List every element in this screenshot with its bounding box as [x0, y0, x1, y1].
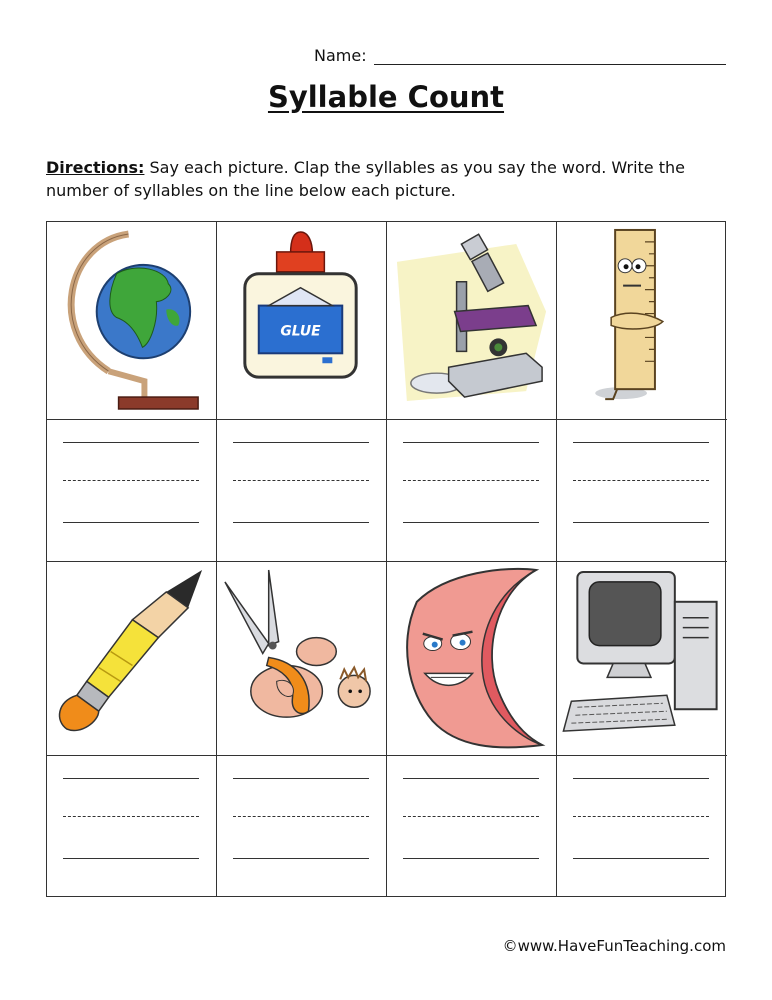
picture-cell-microscope: [387, 222, 557, 420]
answer-line-bottom[interactable]: [63, 858, 199, 859]
pencil-icon: [47, 562, 216, 755]
answer-line-middle: [573, 816, 709, 817]
answer-cell: [47, 756, 217, 896]
picture-cell-pencil: [47, 562, 217, 756]
answer-line-bottom[interactable]: [573, 858, 709, 859]
answer-line-top[interactable]: [573, 442, 709, 443]
answer-cell: [217, 420, 387, 562]
answer-line-middle: [233, 816, 369, 817]
answer-line-top[interactable]: [403, 778, 539, 779]
answer-cell: [387, 420, 557, 562]
ruler-character-icon: [557, 222, 727, 419]
answer-line-middle: [573, 480, 709, 481]
answer-line-middle: [63, 480, 199, 481]
picture-cell-globe: [47, 222, 217, 420]
answer-line-bottom[interactable]: [63, 522, 199, 523]
answer-line-middle: [403, 816, 539, 817]
glue-label: GLUE: [280, 323, 321, 340]
directions: [46, 156, 728, 202]
worksheet-title: Syllable Count: [267, 80, 505, 114]
scissors-icon: [217, 562, 386, 755]
answer-line-bottom[interactable]: [403, 522, 539, 523]
glue-bottle-icon: [217, 222, 386, 419]
answer-line-middle: [63, 816, 199, 817]
answer-line-middle: [233, 480, 369, 481]
picture-cell-scissors: [217, 562, 387, 756]
globe-icon: [47, 222, 216, 419]
answer-line-top[interactable]: [233, 778, 369, 779]
footer-credit: ©www.HaveFunTeaching.com: [502, 937, 726, 955]
answer-line-top[interactable]: [63, 778, 199, 779]
directions-label: Directions:: [46, 158, 145, 177]
picture-cell-eraser: [387, 562, 557, 756]
eraser-character-icon: [387, 562, 556, 755]
answer-line-middle: [403, 480, 539, 481]
answer-cell: [557, 420, 727, 562]
picture-cell-computer: [557, 562, 727, 756]
computer-icon: [557, 562, 727, 755]
answer-line-bottom[interactable]: [403, 858, 539, 859]
answer-cell: [387, 756, 557, 896]
picture-cell-ruler: [557, 222, 727, 420]
answer-line-top[interactable]: [63, 442, 199, 443]
answer-line-top[interactable]: [573, 778, 709, 779]
picture-grid: [46, 221, 726, 897]
name-label: Name:: [314, 46, 367, 65]
answer-line-bottom[interactable]: [573, 522, 709, 523]
answer-cell: [47, 420, 217, 562]
answer-line-top[interactable]: [233, 442, 369, 443]
picture-cell-glue: [217, 222, 387, 420]
answer-line-bottom[interactable]: [233, 522, 369, 523]
answer-cell: [557, 756, 727, 896]
microscope-icon: [387, 222, 556, 419]
answer-cell: [217, 756, 387, 896]
name-line[interactable]: [374, 64, 726, 65]
answer-line-bottom[interactable]: [233, 858, 369, 859]
answer-line-top[interactable]: [403, 442, 539, 443]
directions-text: Say each picture. Clap the syllables as you say the word. Write the number of syllables on the line below each picture.: [46, 158, 685, 200]
